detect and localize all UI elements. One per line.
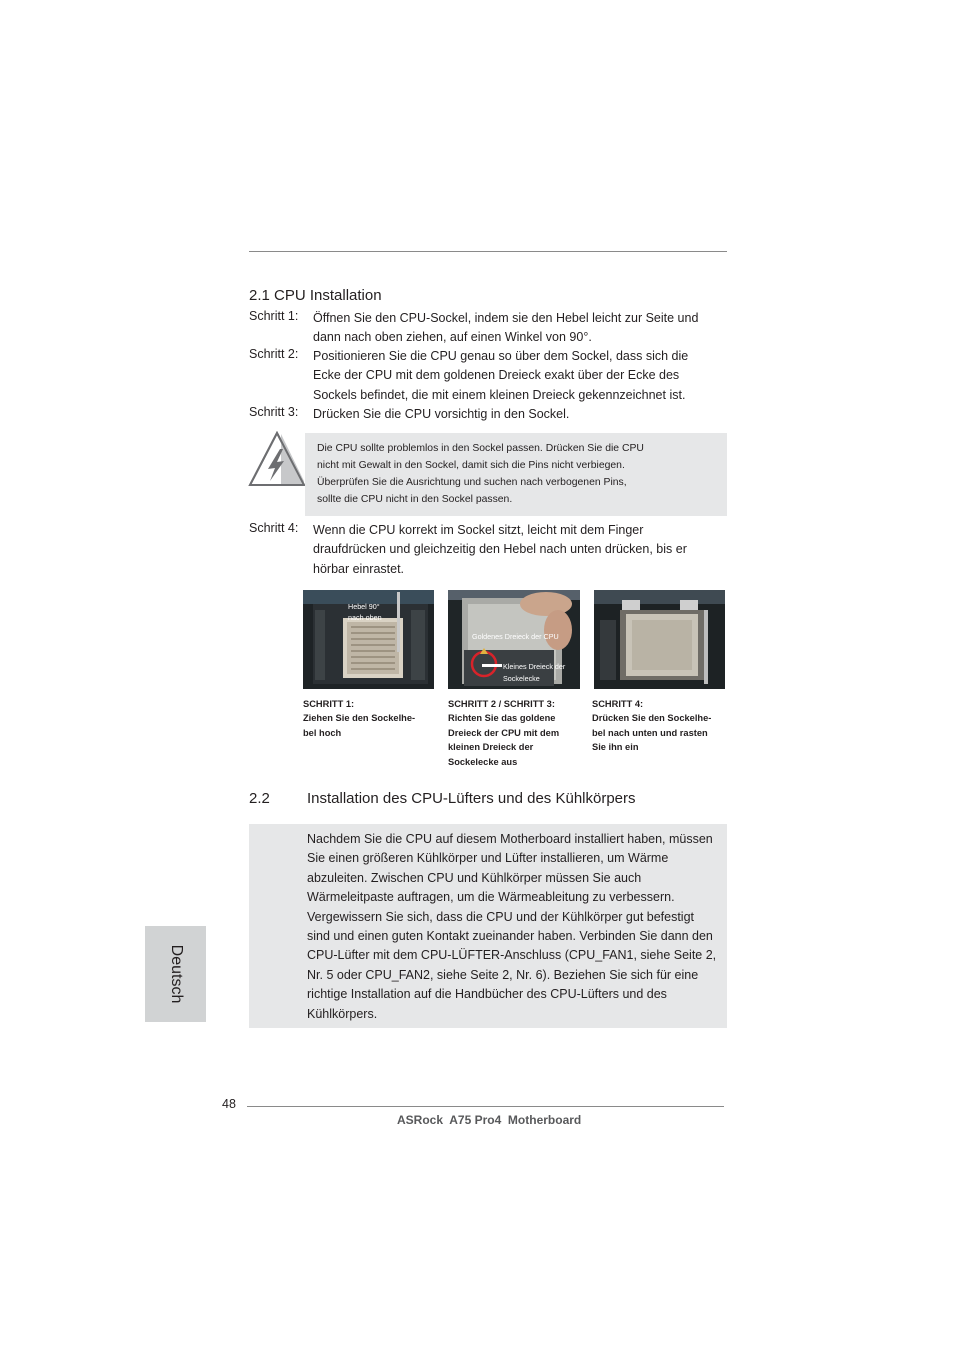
- text-line: Sie einen größeren Kühlkörper und Lüfter installieren, um Wärme: [307, 851, 669, 866]
- text-line: Vergewissern Sie sich, dass die CPU und der Kühlkörper gut befestigt: [307, 909, 695, 924]
- text-line: sind und einen guten Kontakt zueinander haben. Verbinden Sie dann den: [307, 929, 713, 944]
- caption-line: Sockelecke aus: [448, 756, 518, 767]
- text-line: nicht mit Gewalt in den Sockel, damit sich die Pins nicht verbiegen.: [317, 460, 625, 471]
- photo-step-1-socket-lever-up: [303, 590, 434, 689]
- text-line: Wenn die CPU korrekt im Sockel sitzt, leicht mit dem Finger: [313, 523, 644, 537]
- text-line: Positionieren Sie die CPU genau so über dem Sockel, dass sich die: [313, 349, 689, 363]
- page-number: 48: [222, 1097, 236, 1111]
- text-line: CPU-Lüfter mit dem CPU-LÜFTER-Anschluss (CPU_FAN1, siehe Seite 2,: [307, 948, 717, 963]
- caption-step-2-3: [448, 697, 583, 769]
- text-line: Drücken Sie die CPU vorsichtig in den Sockel.: [313, 407, 570, 421]
- text-line: Nr. 5 oder CPU_FAN2, siehe Seite 2, Nr. 6). Beziehen Sie sich für eine: [307, 967, 699, 982]
- footer-rule: [247, 1106, 724, 1107]
- text-line: Ecke der CPU mit dem goldenen Dreieck exakt über der Ecke des: [313, 368, 680, 383]
- text-line: Die CPU sollte problemlos in den Sockel passen. Drücken Sie die CPU: [317, 443, 644, 454]
- text-line: Überprüfen Sie die Ausrichtung und suchen nach verbogenen Pins,: [317, 477, 627, 488]
- section-title-cpu-installation: 2.1 CPU Installation: [249, 287, 382, 304]
- caption-line: bel nach unten und rasten: [592, 727, 708, 738]
- step-4-text: [313, 521, 723, 579]
- photo-step-4-lever-down: [594, 590, 725, 689]
- caption-line: Drücken Sie den Sockelhe-: [592, 713, 712, 724]
- step-3-label: Schritt 3:: [249, 405, 299, 419]
- photo-label: Sockelecke: [503, 674, 540, 683]
- text-line: Öffnen Sie den CPU-Sockel, indem sie den Hebel leicht zur Seite und: [313, 311, 699, 325]
- caption-line: kleinen Dreieck der: [448, 742, 534, 753]
- warning-note-text: [317, 440, 717, 508]
- photo-label: nach oben: [348, 613, 382, 622]
- top-rule: [249, 251, 727, 252]
- caption-line: Sie ihn ein: [592, 742, 639, 753]
- step-2-text: [313, 347, 723, 405]
- caption-line: bel hoch: [303, 727, 342, 738]
- text-line: hörbar einrastet.: [313, 561, 405, 576]
- heatsink-info-box: [249, 824, 727, 1028]
- step-1-label: Schritt 1:: [249, 309, 299, 323]
- photo-step-2-3-align-cpu: [448, 590, 580, 689]
- language-tab-label: Deutsch: [167, 944, 185, 1004]
- step-3-text: [313, 405, 723, 424]
- text-line: Kühlkörpers.: [307, 1006, 378, 1021]
- heatsink-info-text: [307, 830, 727, 1024]
- text-line: Nachdem Sie die CPU auf diesem Motherboard installiert haben, müssen: [307, 832, 713, 846]
- caption-line: SCHRITT 1:: [303, 699, 355, 709]
- caption-step-1: [303, 697, 438, 740]
- text-line: richtige Installation auf die Handbücher des CPU-Lüfters und des: [307, 987, 667, 1002]
- step-4-label: Schritt 4:: [249, 521, 299, 535]
- photo-label: Kleines Dreieck der: [503, 662, 566, 671]
- footer-product-name: ASRock A75 Pro4 Motherboard: [397, 1113, 582, 1127]
- photo-label: Goldenes Dreieck der CPU: [472, 632, 559, 641]
- caption-step-4: [592, 697, 727, 755]
- text-line: draufdrücken und gleichzeitig den Hebel nach unten drücken, bis er: [313, 542, 687, 557]
- step-2-label: Schritt 2:: [249, 347, 299, 361]
- section-title-cpu-fan-heatsink: Installation des CPU-Lüfters und des Kühlkörpers: [307, 790, 636, 807]
- text-line: Wärmeleitpaste auftragen, um die Wärmeableitung zu verbessern.: [307, 890, 675, 905]
- text-line: dann nach oben ziehen, auf einen Winkel von 90°.: [313, 330, 592, 345]
- caption-line: Dreieck der CPU mit dem: [448, 727, 560, 738]
- warning-lightning-icon: [248, 431, 306, 487]
- step-1-text: [313, 309, 723, 348]
- text-line: sollte die CPU nicht in den Sockel passen.: [317, 494, 513, 505]
- caption-line: SCHRITT 2 / SCHRITT 3:: [448, 699, 555, 709]
- text-line: Sockels befindet, die mit einem kleinen Dreieck gekennzeichnet ist.: [313, 387, 686, 402]
- warning-note-box: [305, 433, 727, 516]
- language-tab-deutsch: [145, 926, 206, 1022]
- photo-label: Hebel 90°: [348, 602, 380, 611]
- section-number-2-2: 2.2: [249, 790, 270, 807]
- text-line: abzuleiten. Zwischen CPU und Kühlkörper müssen Sie auch: [307, 870, 642, 885]
- caption-line: Richten Sie das goldene: [448, 713, 556, 724]
- caption-line: SCHRITT 4:: [592, 699, 644, 709]
- caption-line: Ziehen Sie den Sockelhe-: [303, 713, 416, 724]
